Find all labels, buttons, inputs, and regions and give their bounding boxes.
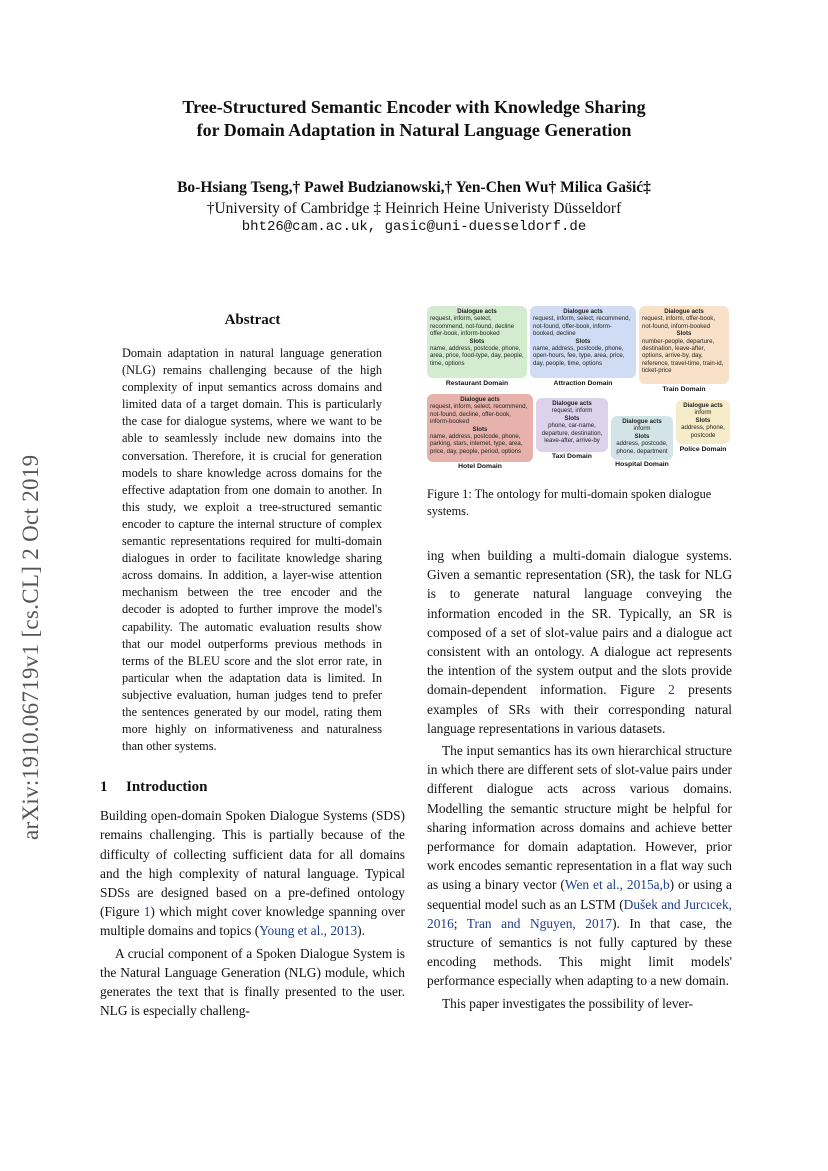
hotel-slots: name, address, postcode, phone, parking, stars, internet, type, area, price, day, people, period, options	[430, 433, 523, 455]
dialogue-acts-label: Dialogue acts	[552, 400, 592, 407]
police-slots: address, phone, postcode	[681, 424, 725, 439]
right-paragraph-3: This paper investigates the possibility of lever-	[442, 995, 694, 1011]
intro-p1-text-c: ).	[357, 923, 365, 939]
citation-link-tran[interactable]: Tran and Nguyen, 2017	[466, 915, 613, 931]
attraction-acts-box	[530, 306, 636, 378]
hospital-slots: address, postcode, phone, department	[616, 440, 668, 455]
right-column	[427, 306, 732, 1013]
hospital-acts: inform	[633, 425, 651, 433]
right-p2-text-c: ;	[453, 915, 467, 931]
section-heading-introduction	[100, 779, 405, 796]
authors: Bo-Hsiang Tseng,† Paweł Budzianowski,† Yen-Chen Wu† Milica Gašić‡	[177, 179, 651, 196]
left-column	[100, 308, 405, 1020]
right-p2-text-a: The input semantics has its own hierarchical structure in which there are different sets of slot-value pairs under different dialogue acts across various domains. Modelling the semantic structure might be helpful for sharing information across domains and achieve better performance for domain adaptation. However, prior work encodes semantic representation in a flat way such as using a binary vector (	[427, 743, 732, 893]
affiliation: †University of Cambridge ‡ Heinrich Heine Univeristy Düsseldorf	[206, 200, 622, 217]
hotel-domain-label: Hotel Domain	[458, 463, 502, 470]
restaurant-acts: request, inform, select, recommend, not-found, decline offer-book, inform-booked	[430, 315, 515, 338]
figure-ref-link[interactable]: 1	[143, 904, 151, 920]
slots-label: Slots	[634, 432, 650, 440]
taxi-acts: request, inform	[551, 407, 593, 415]
figure-1-caption: Figure 1: The ontology for multi-domain spoken dialogue systems.	[427, 487, 712, 518]
dialogue-acts-label: Dialogue acts	[622, 418, 662, 425]
figure-2-ref-link[interactable]: 2	[668, 682, 675, 698]
hospital-acts-box	[611, 416, 673, 460]
train-domain-label: Train Domain	[662, 386, 706, 393]
figure-1-ontology	[427, 306, 732, 474]
arxiv-stamp: arXiv:1910.06719v1 [cs.CL] 2 Oct 2019	[18, 454, 43, 840]
right-p2-text-b: ) or using a sequential model such as an LSTM (	[427, 877, 733, 912]
dialogue-acts-label: Dialogue acts	[683, 402, 723, 409]
right-column-text	[427, 546, 732, 1013]
dialogue-acts-label: Dialogue acts	[457, 308, 497, 315]
intro-p1-text-b: ) which might cover knowledge spanning over multiple domains and topics (	[100, 904, 405, 939]
police-acts: inform	[694, 409, 712, 417]
taxi-domain-label: Taxi Domain	[552, 453, 592, 460]
train-slots: number-people, departure, destination, leave-after, options, arrive-by, day, reference, travel-time, train-id, ticket-price	[642, 337, 724, 375]
slots-label: Slots	[695, 416, 711, 424]
train-acts: request, inform, offer-book, not-found, inform-booked	[642, 315, 716, 330]
hospital-domain-label: Hospital Domain	[615, 461, 669, 468]
slots-label: Slots	[676, 330, 692, 338]
citation-link-dusek[interactable]: Dušek and Jurcıcek, 2016	[427, 896, 732, 931]
emails: bht26@cam.ac.uk, gasic@uni-duesseldorf.de	[241, 219, 587, 235]
right-p1-text: ing when building a multi-domain dialogue systems. Given a semantic representation (SR), the task for NLG is to generate natural language conveying the information encoded in the SR. Typically, an SR is composed of a set of slot-value pairs and a dialogue act consistent with an ontology. A dialogue act represents the intention of the system output and the slots provide domain-dependent information. Figure	[427, 548, 732, 698]
citation-link-wen[interactable]: Wen et al., 2015a,b	[564, 877, 670, 893]
slots-label: Slots	[564, 414, 580, 422]
attraction-slots: name, address, postcode, phone, open-hours, fee, type, area, price, day, people, time, options	[533, 345, 625, 367]
slots-label: Slots	[575, 337, 591, 345]
title-line-2: for Domain Adaptation in Natural Language Generation	[196, 120, 632, 140]
abstract-text: Domain adaptation in natural language generation (NLG) remains challenging because of the high complexity of input semantics across domains and limited data of a target domain. This is particularly the case for dialogue systems, where we want to be able to seamlessly include new domains into the conversation. Therefore, it is crucial for generation models to share knowledge across domains for the effective adaptation from one domain to another. In this study, we exploit a tree-structured semantic encoder to capture the internal structure of complex semantic representations required for multi-domain dialogues in order to facilitate knowledge sharing across domains. In addition, a layer-wise attention mechanism between the tree encoder and the decoder is adopted to further improve the model's capability. The automatic evaluation results show that our model outperforms previous methods in terms of the BLEU score and the slot error rate, in particular when the adaptation data is limited. In subjective evaluation, human judges tend to prefer the sentences generated by our model, rating them more highly on informativeness and naturalness than other systems.	[122, 346, 382, 754]
paper-title	[0, 96, 828, 142]
taxi-acts-box	[536, 398, 608, 452]
slots-label: Slots	[469, 337, 485, 345]
restaurant-domain-label: Restaurant Domain	[445, 380, 509, 387]
attraction-domain-label: Attraction Domain	[553, 380, 613, 387]
hotel-acts-box	[427, 394, 533, 462]
restaurant-slots: name, address, postcode, phone, area, price, food-type, day, people, time, options	[430, 345, 524, 367]
citation-link-young[interactable]: Young et al., 2013	[259, 923, 358, 939]
attraction-acts: request, inform, select, recommend, not-found, offer-book, inform-booked, decline	[533, 315, 631, 338]
train-acts-box	[639, 306, 729, 384]
section-number: 1	[100, 779, 108, 796]
dialogue-acts-label: Dialogue acts	[460, 396, 500, 403]
police-domain-label: Police Domain	[679, 446, 727, 453]
right-p2-text-d: ). In that case, the structure of semantics is not fully captured by these encoding methods. This might limit models' performance especially when adapting to a new domain.	[427, 915, 732, 989]
section-title: Introduction	[126, 779, 208, 796]
dialogue-acts-label: Dialogue acts	[563, 308, 603, 315]
restaurant-acts-box	[427, 306, 527, 378]
right-p1-text-b: presents examples of SRs with their corresponding natural language representations in various datasets.	[427, 682, 732, 736]
hotel-acts: request, inform, select, recommend, not-found, decline, offer-book, inform-booked	[430, 403, 528, 426]
slots-label: Slots	[472, 425, 488, 433]
dialogue-acts-label: Dialogue acts	[664, 308, 704, 315]
police-acts-box	[676, 400, 730, 444]
title-line-1: Tree-Structured Semantic Encoder with Knowledge Sharing	[182, 97, 646, 117]
right-paragraph-1	[427, 546, 732, 738]
abstract-heading: Abstract	[224, 312, 281, 328]
intro-p1-text-a: Building open-domain Spoken Dialogue Systems (SDS) remains challenging. This is partially because of the difficulty of collecting sufficient data for all domains and the high complexity of natural language. Typical SDSs are designed based on a pre-defined ontology (Figure	[100, 808, 405, 920]
intro-paragraph-1	[100, 806, 405, 940]
right-paragraph-2	[427, 741, 732, 991]
intro-paragraph-2: A crucial component of a Spoken Dialogue System is the Natural Language Generation (NLG) module, which generates the text that is finally presented to the user. NLG is especially challeng-	[100, 945, 405, 1019]
taxi-slots: phone, car-name, departure, destination, leave-after, arrive-by	[541, 422, 603, 445]
